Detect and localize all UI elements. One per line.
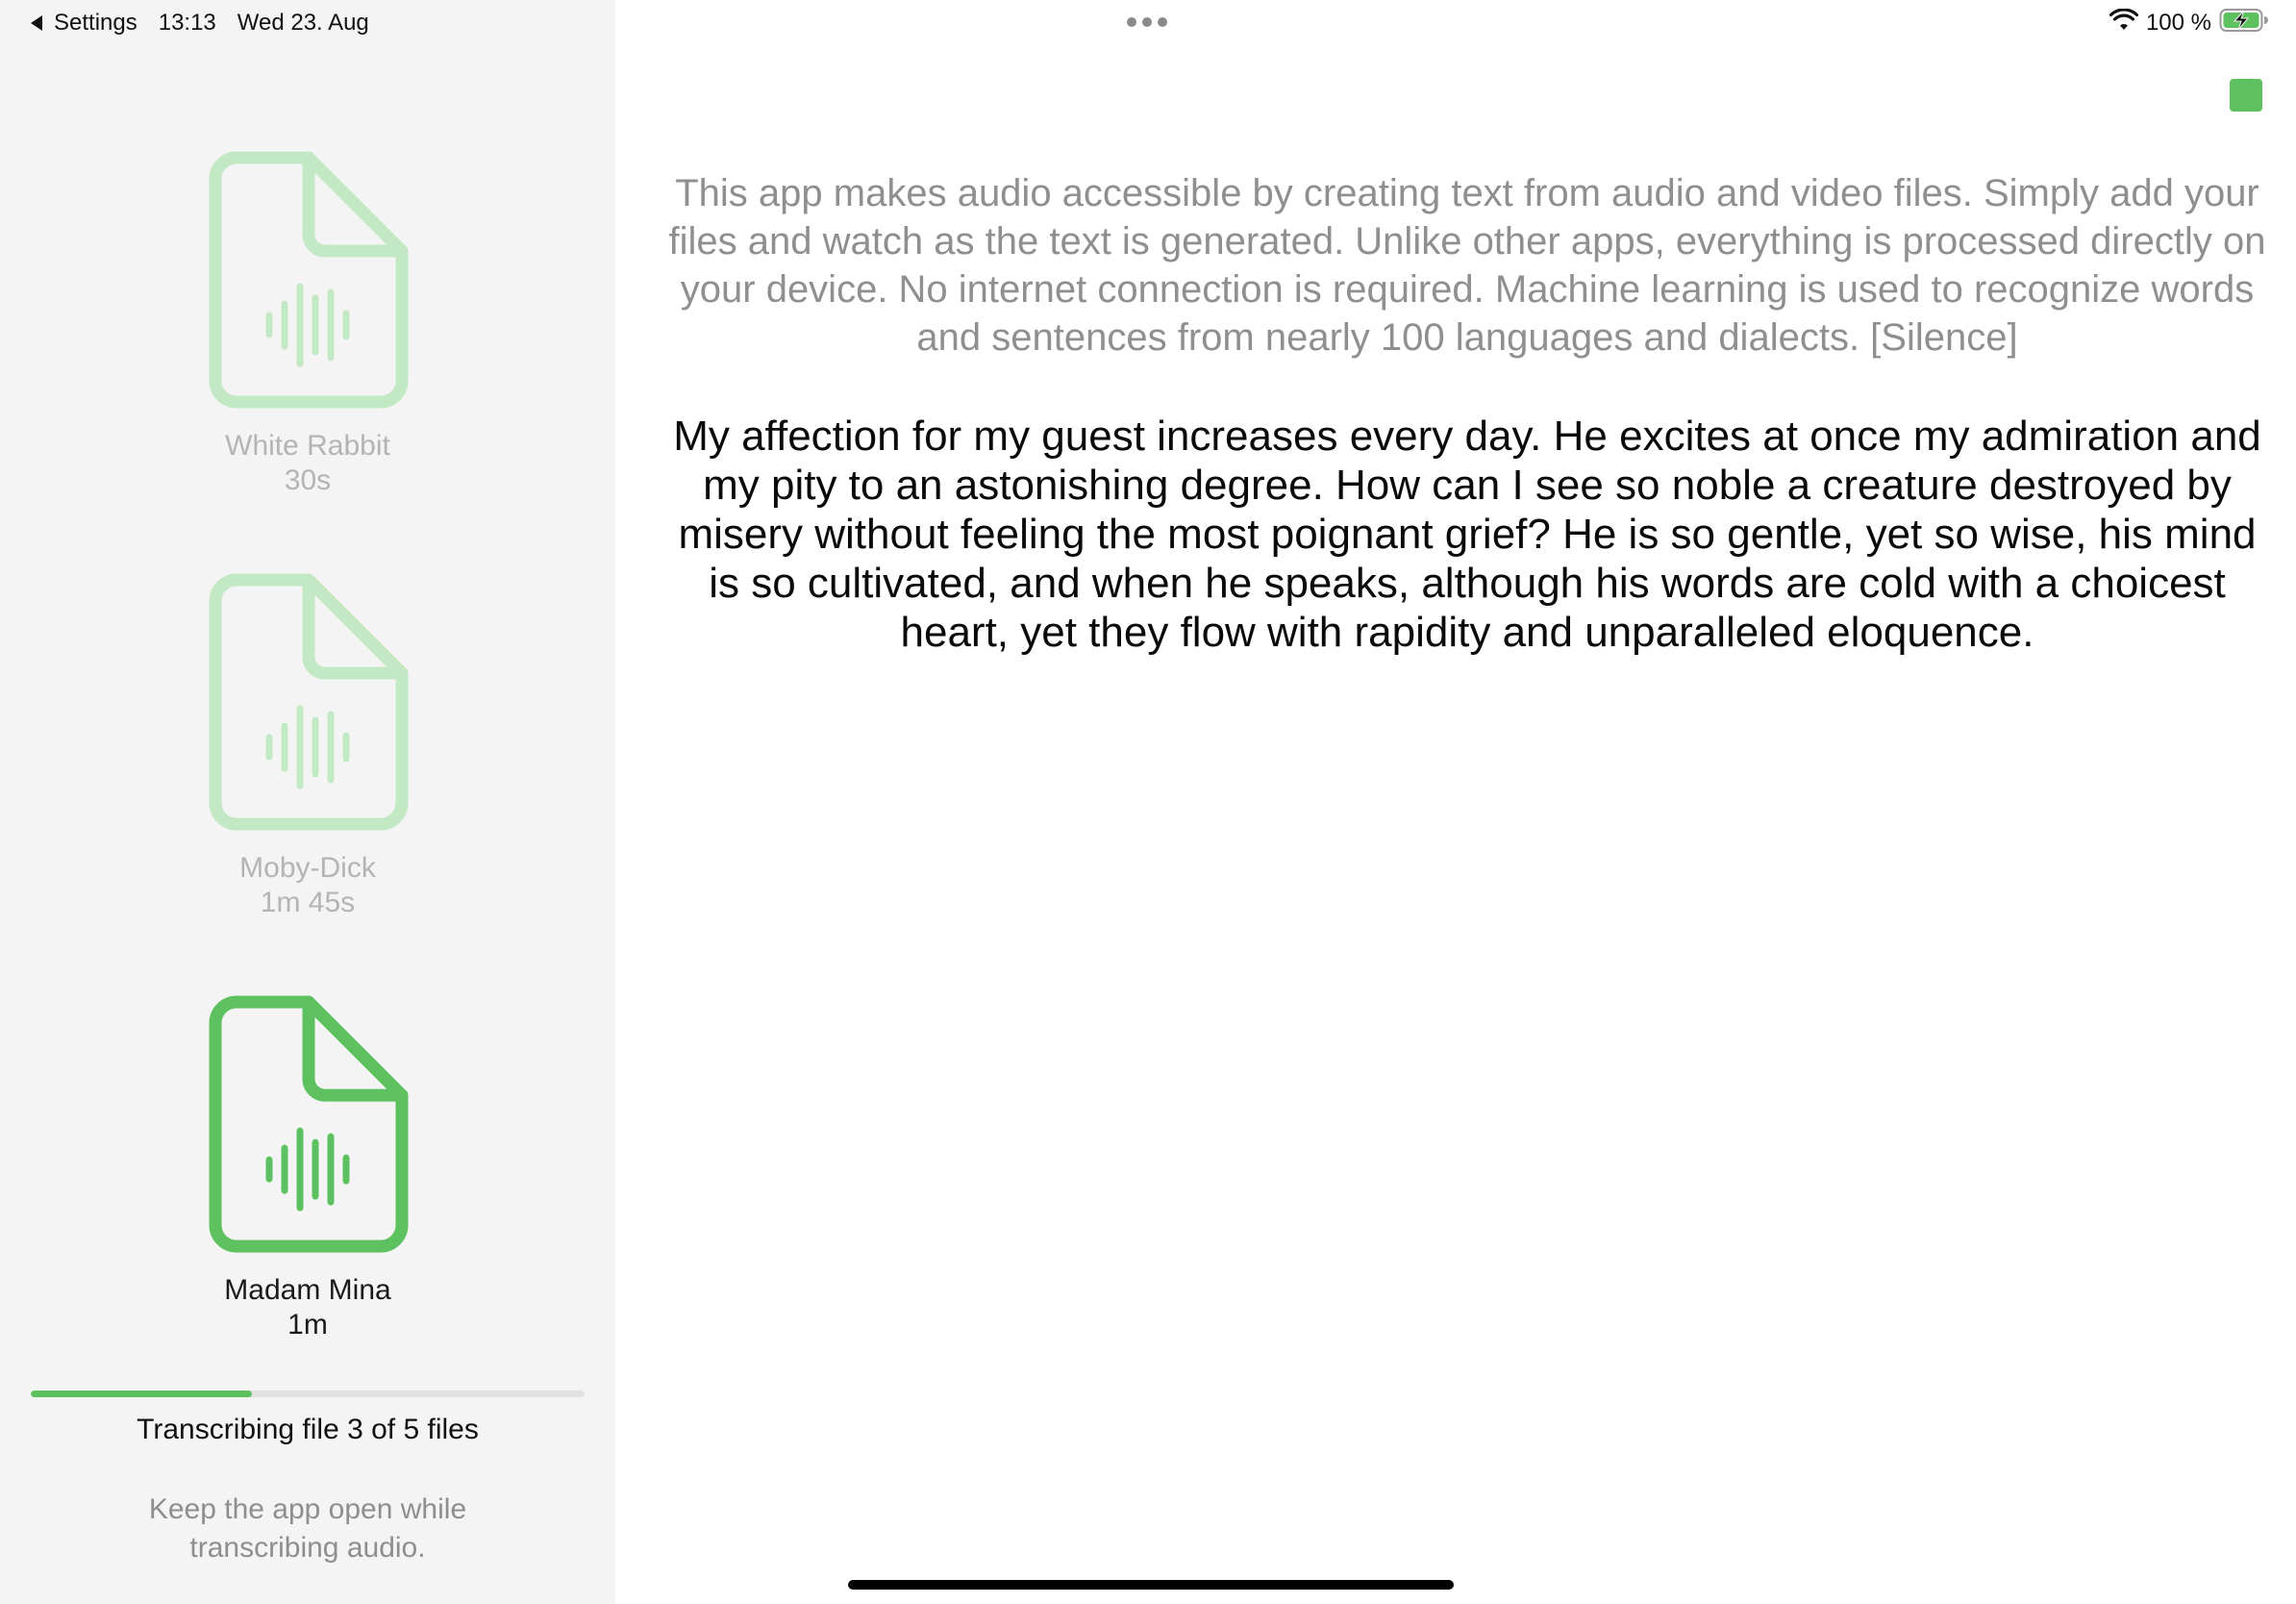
file-duration: 1m	[287, 1309, 328, 1341]
status-bar-left	[31, 8, 390, 38]
battery-percentage: 100 %	[2145, 10, 2211, 36]
transcription-progress-bar	[31, 1391, 585, 1397]
progress-label: Transcribing file 3 of 5 files	[137, 1414, 479, 1445]
stop-button[interactable]	[2230, 79, 2262, 112]
file-duration: 30s	[284, 464, 332, 496]
wifi-icon	[2109, 9, 2138, 38]
sidebar	[0, 0, 615, 1604]
status-bar-right	[2109, 8, 2269, 38]
multitasking-menu-icon[interactable]	[1127, 17, 1167, 27]
transcript-text: My affection for my guest increases every day. He excites at once my admiration and my pity to an astonishing degree. How can I see so noble a creature destroyed by misery without feeling the most poignant grief? He is so gentle, yet so wise, his mind is so cultivated, and when he speaks, although his words are cold with a choicest heart, yet they flow with rapidity and unparalleled eloquence.	[673, 413, 2261, 656]
intro-description: This app makes audio accessible by creating text from audio and video files. Simply add your files and watch as the text is generated. Unlike other apps, everything is processed directly on your device. No internet connection is required. Machine learning is used to recognize words and sentences from nearly 100 languages and dialects. [Silence]	[668, 172, 2266, 359]
status-date: Wed 23. Aug	[237, 10, 369, 36]
audio-file-icon	[208, 994, 410, 1254]
progress-fill	[31, 1391, 252, 1397]
back-arrow-icon[interactable]	[31, 15, 42, 31]
home-indicator[interactable]	[848, 1580, 1454, 1590]
file-name: White Rabbit	[225, 430, 390, 462]
file-name: Moby-Dick	[239, 852, 376, 884]
file-item-madam-mina[interactable]	[0, 0, 615, 1346]
back-to-settings-link[interactable]: Settings	[54, 10, 137, 36]
status-time: 13:13	[158, 10, 216, 36]
file-duration: 1m 45s	[260, 887, 356, 918]
file-name: Madam Mina	[224, 1274, 391, 1306]
battery-charging-icon	[2219, 8, 2269, 39]
keep-open-hint: Keep the app open while transcribing audio.	[148, 1493, 467, 1564]
